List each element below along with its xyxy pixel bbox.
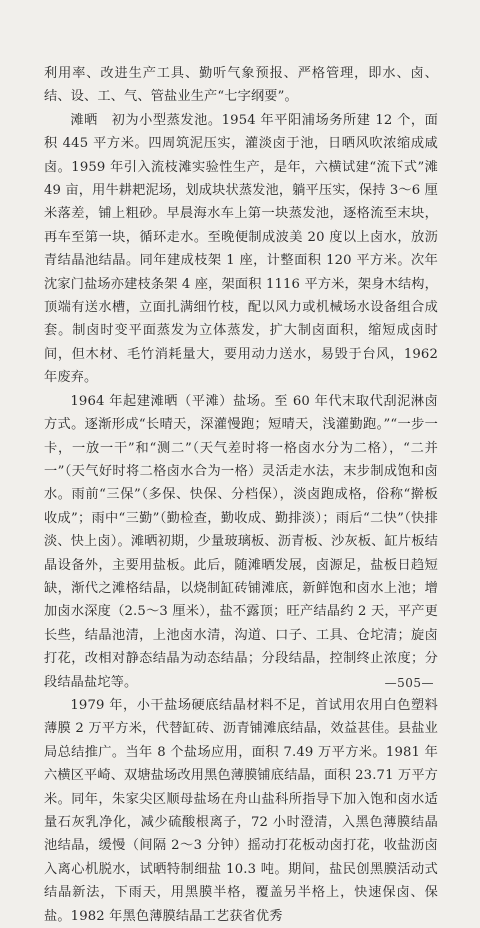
body-text (44, 62, 438, 928)
paragraph-1964: 1964 年起建滩晒（平滩）盐场。至 60 年代末取代刮泥淋卤方式。逐渐形成“长晴天，深灌慢跑；短晴天，浅灌勤跑。”“一步一卡，一放一干”和“测二”（天气差时将一格卤水分为二格），“二并一”（天气好时将二格卤水合为一格）灵活走水法，末步制成饱和卤水。雨前“三保”（多保、快保、分档保），淡卤跑成格，俗称“擀板收成”；雨中“三勤”（勤检查，勤收成、勤排淡）；雨后“二快”（快排淡、快上卤）。滩晒初期，少量玻璃板、沥青板、沙灰板、缸片板结晶设备外，主要用盐板。此后，随滩晒发展，卤源足，盐板日趋短缺，渐代之滩格结晶，以烧制缸砖铺滩底，新鲜饱和卤水上池；增加卤水深度（2.5～3 厘米），盐不露顶；旺产结晶约 2 天，平产更长些，结晶池清，上池卤水清，沟道、口子、工具、仓坨清；旋卤打花，改相对静态结晶为动态结晶；分段结晶，控制终止浓度；分段结晶盐坨等。 (44, 393, 438, 690)
page-number: —505— (384, 676, 434, 690)
paragraph-continuation: 利用率、改进生产工具、勤听气象预报、严格管理，即水、卤、结、设、工、气、管盐业生产“七字纲要”。 (44, 66, 438, 105)
paragraph-1979: 1979 年，小干盐场硬底结晶材料不足，首试用农用白色塑料薄膜 2 万平方米，代替缸砖、沥青铺滩底结晶，效益甚佳。县盐业局总结推广。当年 8 个盐场应用，面积 7.49 万平方米。1981 年六横区平崎、双塘盐场改用黑色薄膜铺底结晶，面积 23.71 万平方米。同年，朱家尖区顺母盐场在舟山盐科所指导下加入饱和卤水适量石灰乳净化，减少硫酸根离子，72 小时澄清，入黑色薄膜结晶池结晶，缓慢（间隔 2～3 分钟）摇动打花板动卤打花，收盐沥卤入离心机脱水，试晒特制细盐 10.3 吨。期间，盐民创黑膜活动式结晶新法，下雨天，用黑膜半格，覆盖另半格上，快速保卤、保盐。1982 年黑色薄膜结晶工艺获省优秀 (44, 697, 438, 924)
paragraph-tanshai: 滩晒 初为小型蒸发池。1954 年平阳浦场务所建 12 个，面积 445 平方米。四周筑泥压实，灌淡卤于池，日晒风吹浓缩成咸卤。1959 年引入流枝滩实验性生产，是年，六横试建“流下式”滩 49 亩，用牛耕耙泥场，划成块状蒸发池，躺平压实，保持 3～6 厘米落差，铺上粗砂。早晨海水车上第一块蒸发池，逐格流至末块，再车至第一块，循环走水。至晚便制成波美 20 度以上卤水，放沥青结晶池结晶。同年建成枝架 1 座，计整面积 120 平方米。次年沈家门盐场亦建枝条架 4 座，架面积 1116 平方米，架身木结构，顶端有送水槽，立面扎满细竹枝，配以风力或机械场水设备组合成套。制卤时变平面蒸发为立体蒸发，扩大制卤面积，缩短成卤时间，但木材、毛竹消耗量大，要用动力送水，易毁于台风，1962 年废弃。 (44, 112, 438, 386)
